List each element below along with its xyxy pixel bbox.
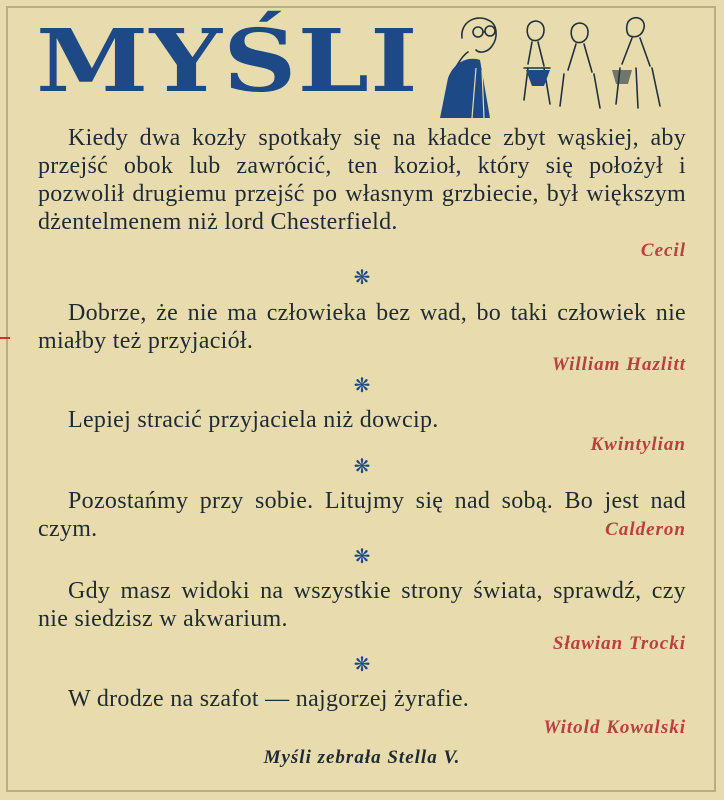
separator-ornament-icon: ❋ xyxy=(353,267,371,289)
quote-author: Calderon xyxy=(605,519,686,540)
illustration-figures-icon xyxy=(432,8,684,118)
credit-line: Myśli zebrała Stella V. xyxy=(263,747,461,768)
quote-author: William Hazlitt xyxy=(551,354,686,375)
separator-ornament-icon: ❋ xyxy=(353,375,371,397)
separator-ornament-icon: ❋ xyxy=(353,456,371,478)
separator-ornament-icon: ❋ xyxy=(353,546,371,568)
quote-text: Lepiej stracić przyjaciela niż dowcip. xyxy=(68,407,439,433)
quote-author: Cecil xyxy=(640,240,686,261)
quote-author: Kwintylian xyxy=(590,434,686,455)
quote-text: Dobrze, że nie ma człowieka bez wad, bo taki człowiek nie miałby też przyjaciół. xyxy=(38,300,686,354)
quote-text: Kiedy dwa kozły spotkały się na kładce zbyt wąskiej, aby przejść obok lub zawrócić, ten kozioł, który się położył i pozwolił drugiemu przejść po własnym grzbiecie, był większym dżentelmenem niż lord Chesterfield. xyxy=(38,125,686,235)
separator-ornament-icon: ❋ xyxy=(353,654,371,676)
quote-text: W drodze na szafot — najgorzej żyrafie. xyxy=(68,686,470,712)
edge-mark xyxy=(0,337,10,339)
quote-text: Gdy masz widoki na wszystkie strony świata, sprawdź, czy nie siedzisz w akwarium. xyxy=(38,578,686,632)
page-title: MYŚLI xyxy=(36,11,419,112)
quote-author: Sławian Trocki xyxy=(552,633,686,654)
quote-author: Witold Kowalski xyxy=(543,717,686,738)
quote-text: Pozostańmy przy sobie. Litujmy się nad sobą. Bo jest nad czym. xyxy=(38,488,686,542)
